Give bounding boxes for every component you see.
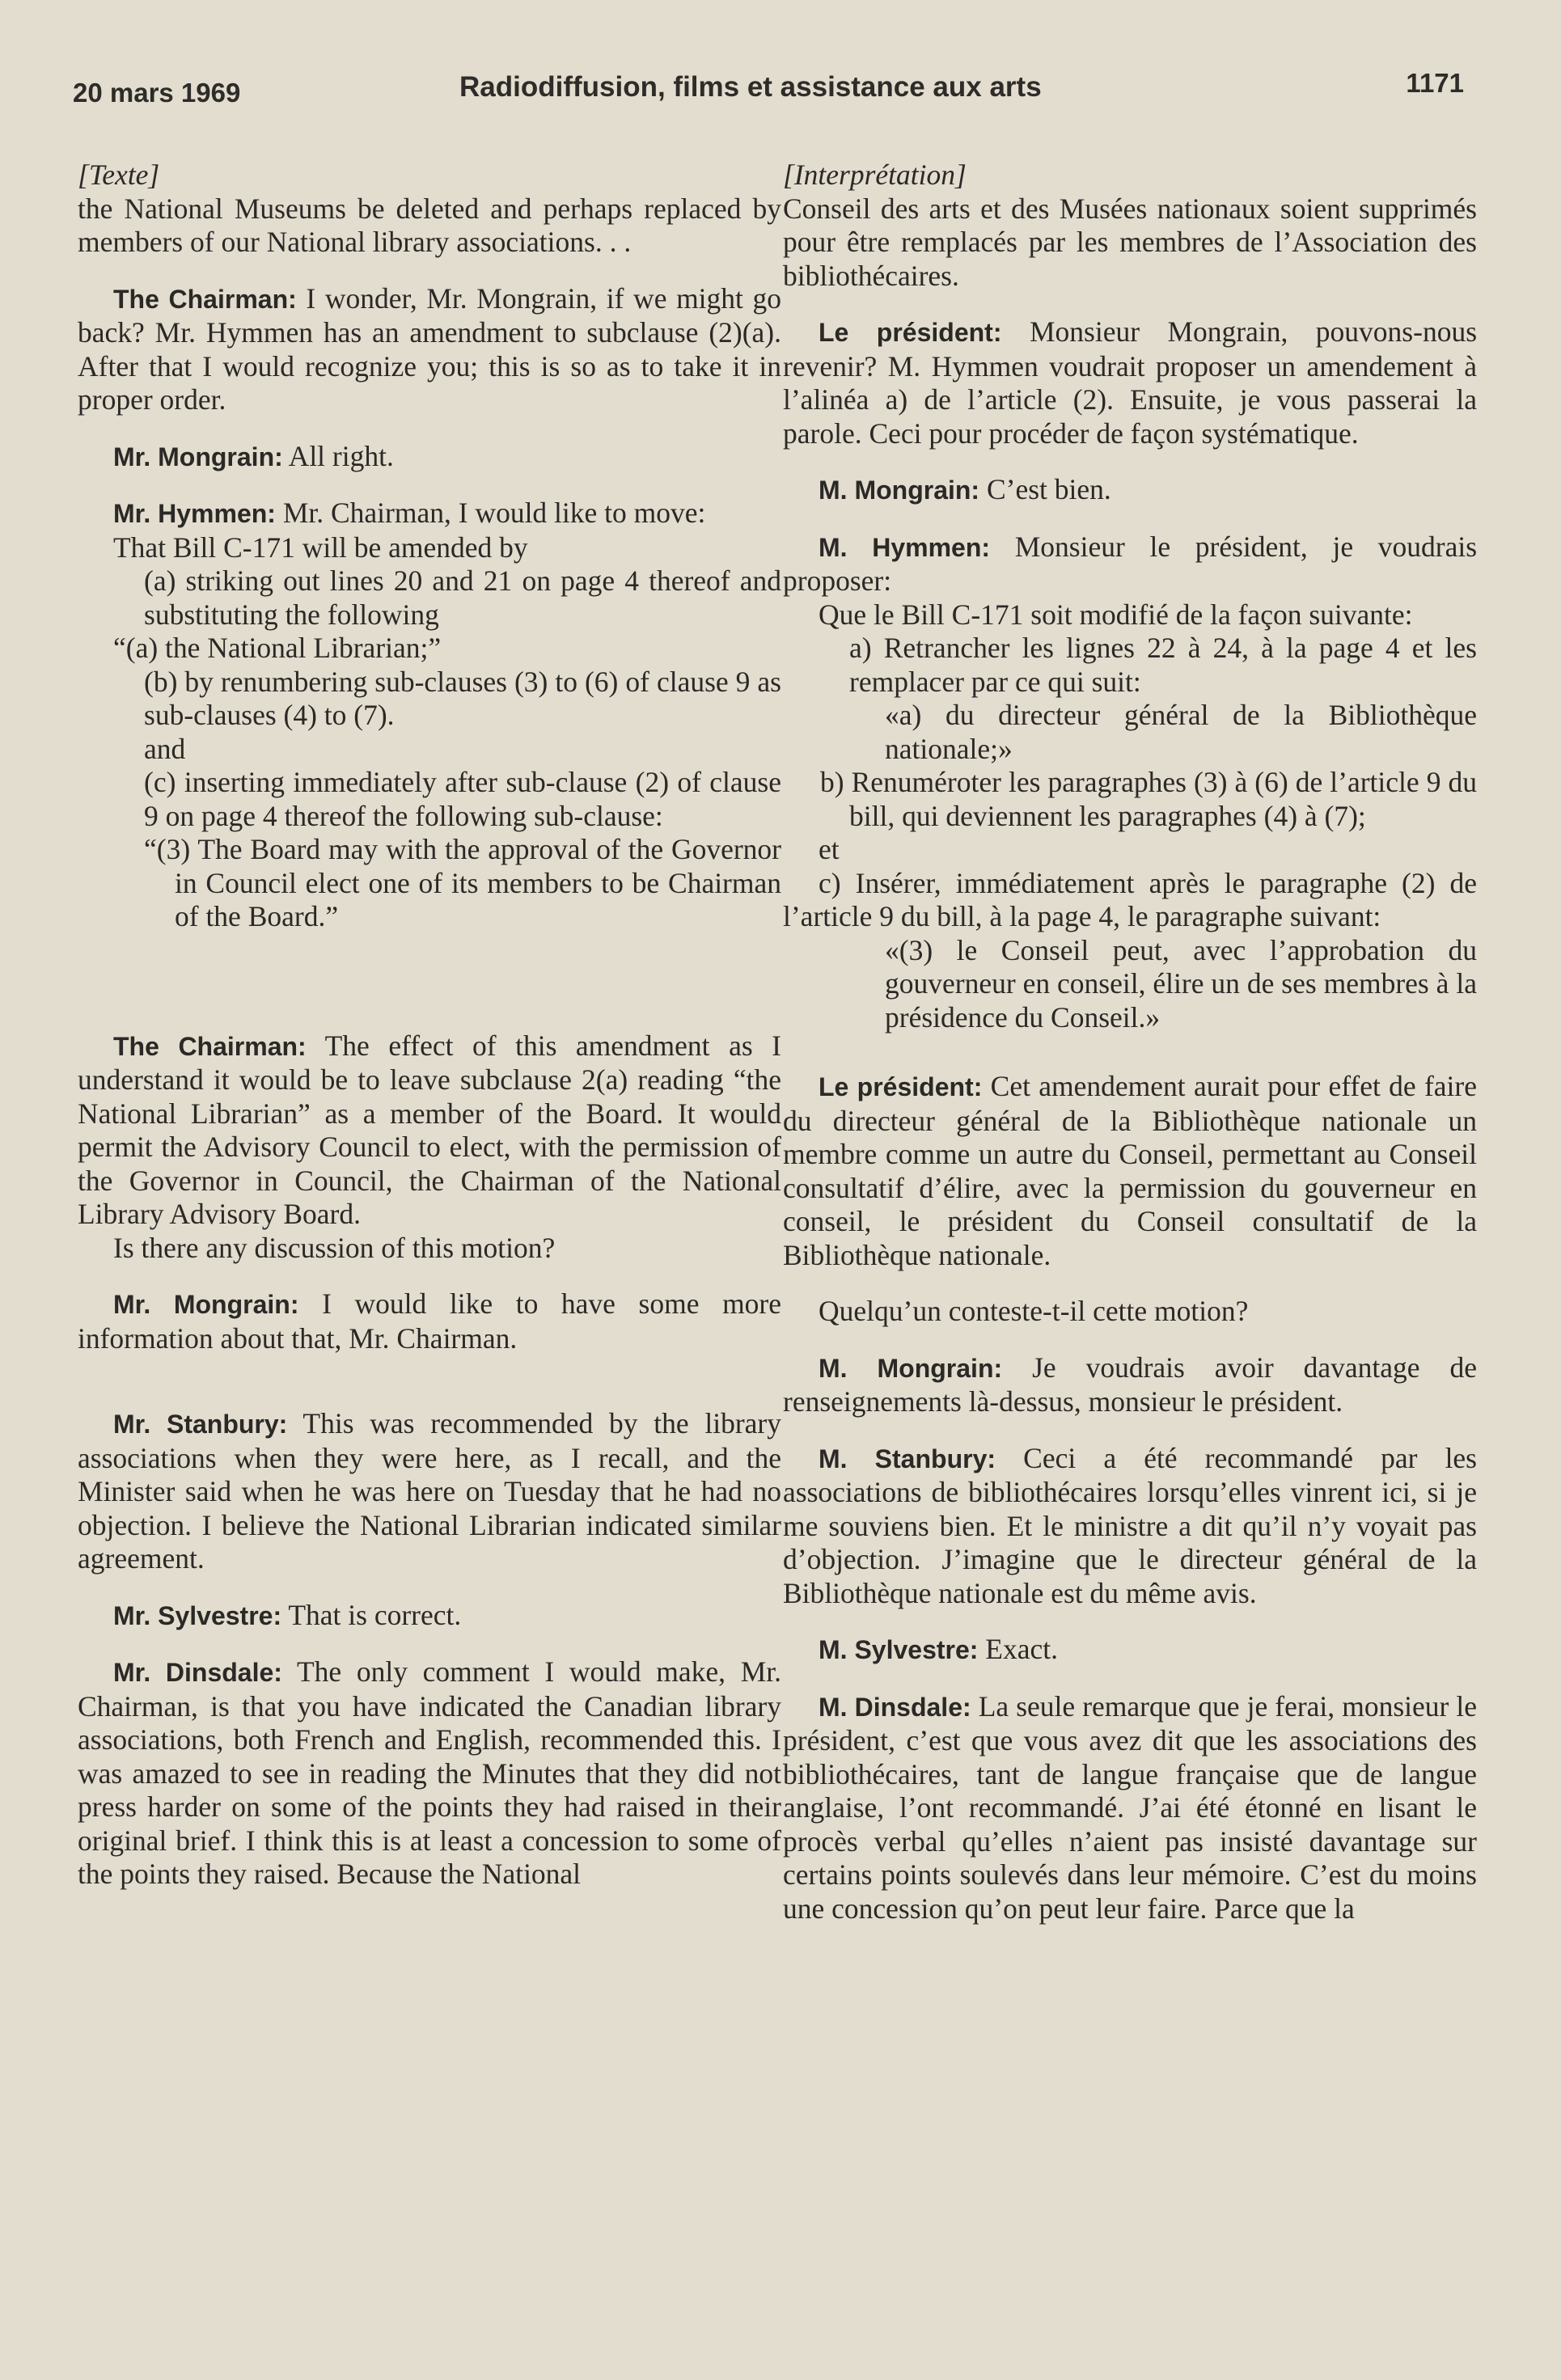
speaker-name: Mr. Mongrain:: [113, 442, 283, 471]
motion-line: c) Insérer, immédiatement après le paragraphe (2) de l’article 9 du bill, à la page 4, le paragraphe suivant:: [783, 866, 1477, 932]
speaker-name: M. Stanbury:: [819, 1444, 996, 1473]
motion-line: b) Renuméroter les paragraphes (3) à (6) de l’article 9 du bill, qui deviennent les paragraphes (4) à (7);: [820, 766, 1477, 832]
motion-line: et: [819, 833, 840, 865]
speech-paragraph: [783, 531, 1477, 598]
speech-text: The effect of this amendment as I understand it would be to leave subclause 2(a) reading “the National Librarian” as a member of the Board. It would permit the Advisory Council to elect, with the permission of the Governor in Council, the Chairman of the National Library Advisory Board.: [78, 1029, 781, 1230]
texte-label: [Texte]: [78, 159, 160, 191]
speaker-name: Le président:: [819, 1072, 983, 1101]
paragraph: Conseil des arts et des Musées nationaux soient supprimés pour être remplacés par les membres de l’Association des bibliothécaires.: [783, 192, 1477, 292]
speech-paragraph: [78, 497, 781, 531]
motion-line: a) Retrancher les lignes 22 à 24, à la page 4 et les remplacer par ce qui suit:: [849, 632, 1477, 698]
speech-text: C’est bien.: [979, 473, 1111, 505]
speaker-name: M. Sylvestre:: [819, 1635, 979, 1664]
speech-paragraph: [78, 440, 781, 475]
speech-text: Exact.: [978, 1633, 1058, 1665]
motion-line: Que le Bill C-171 soit modifié de la façon suivante:: [819, 598, 1413, 631]
speech-text: Mr. Chairman, I would like to move:: [275, 497, 706, 529]
motion-line: That Bill C-171 will be amended by: [113, 531, 528, 564]
speech-text: Je voudrais avoir davantage de renseignements là-dessus, monsieur le président.: [783, 1351, 1477, 1418]
speech-text: All right.: [282, 439, 394, 472]
speaker-name: Mr. Mongrain:: [113, 1290, 299, 1319]
speech-paragraph: [78, 1599, 781, 1634]
english-column: [78, 159, 781, 1892]
speech-text: This was recommended by the library associations when they were here, as I recall, and the Minister said when he was here on Tuesday that he had no objection. I believe the National Librarian indicated similar agreement.: [78, 1407, 781, 1575]
speech-text: I would like to have some more information about that, Mr. Chairman.: [78, 1287, 782, 1355]
speech-paragraph: [78, 1655, 781, 1892]
speech-text: Ceci a été recommandé par les associations de bibliothécaires lorsqu’elles vinrent ici, si je me souviens bien. Et le ministre a dit qu’il n’y voyait pas d’objection. J’imagine que le directeur général de la Bibliothèque nationale est du même avis.: [783, 1441, 1478, 1609]
motion-line: and: [144, 732, 186, 765]
speech-text: That is correct.: [281, 1598, 462, 1631]
speaker-name: The Chairman:: [113, 284, 297, 314]
speech-paragraph: [78, 1029, 781, 1232]
speech-paragraph: [783, 1442, 1477, 1611]
motion-line: (b) by renumbering sub-clauses (3) to (6) of clause 9 as sub-clauses (4) to (7).: [144, 665, 781, 731]
motion-line: (a) striking out lines 20 and 21 on page 4 thereof and substituting the following: [144, 564, 781, 631]
paragraph: Quelqu’un conteste-t-il cette motion?: [819, 1295, 1249, 1327]
speaker-name: Mr. Sylvestre:: [113, 1600, 282, 1630]
speech-paragraph: [783, 1070, 1477, 1272]
speech-paragraph: [783, 473, 1477, 508]
speech-paragraph: [783, 315, 1477, 450]
page-header: [73, 68, 1464, 126]
speech-text: Monsieur le président, je voudrais proposer:: [783, 530, 1478, 597]
speaker-name: Mr. Stanbury:: [113, 1410, 288, 1439]
speaker-name: M. Mongrain:: [819, 476, 980, 505]
speech-paragraph: [78, 1287, 781, 1355]
speech-paragraph: [783, 1351, 1477, 1419]
speaker-name: M. Mongrain:: [819, 1353, 1003, 1383]
speech-text: Cet amendement aurait pour effet de faire du directeur général de la Bibliothèque nationale un membre comme un autre du Conseil, permettant au Conseil consultatif d’élire, avec la permission du gouverneur en conseil, le président du Conseil consultatif de la Bibliothèque nationale.: [783, 1070, 1477, 1271]
motion-line: “(a) the National Librarian;”: [113, 632, 442, 664]
speaker-name: Mr. Hymmen:: [113, 499, 276, 528]
french-column: [783, 159, 1477, 1926]
motion-quote: «(3) le Conseil peut, avec l’approbation du gouverneur en conseil, élire un de ses membres à la présidence du Conseil.»: [885, 933, 1477, 1034]
paragraph: the National Museums be deleted and perhaps replaced by members of our National library associations. . .: [78, 192, 781, 258]
motion-line: (c) inserting immediately after sub-clause (2) of clause 9 on page 4 thereof the following sub-clause:: [144, 766, 781, 832]
speech-paragraph: [78, 1407, 781, 1576]
speech-text: La seule remarque que je ferai, monsieur le président, c’est que vous avez dit que les associations des bibliothécaires, tant de langue française que de langue anglaise, l’ont recommandé. J’ai été étonné en lisant le procès verbal qu’elles n’aient pas insisté davantage sur certains points soulevés dans leur mémoire. C’est du moins une concession qu’on peut leur faire. Parce que la: [783, 1689, 1478, 1925]
speech-text: I wonder, Mr. Mongrain, if we might go back? Mr. Hymmen has an amendment to subclause (2)(a). After that I would recognize you; this is so as to take it in proper order.: [78, 281, 782, 416]
motion-quote: “(3) The Board may with the approval of the Governor in Council elect one of its members to be Chairman of the Board.”: [144, 833, 781, 932]
speech-text: The only comment I would make, Mr. Chairman, is that you have indicated the Canadian library associations, both French and English, recommended this. I was amazed to see in reading the Minutes that they did not press harder on some of the points they had raised in their original brief. I think this is at least a concession to some of the points they raised. Because the National: [78, 1655, 781, 1890]
speech-paragraph: [78, 282, 781, 417]
speech-paragraph: [783, 1690, 1477, 1926]
speaker-name: Mr. Dinsdale:: [113, 1658, 282, 1687]
speaker-name: M. Dinsdale:: [819, 1692, 971, 1722]
paragraph: Is there any discussion of this motion?: [113, 1231, 556, 1264]
header-page-number: 1171: [1406, 68, 1464, 98]
motion-line: «a) du directeur général de la Bibliothèque nationale;»: [885, 699, 1477, 765]
speech-text: Monsieur Mongrain, pouvons-nous revenir? M. Hymmen voudrait proposer un amendement à l’alinéa a) de l’article (2). Ensuite, je vous passerai la parole. Ceci pour procéder de façon systématique.: [783, 315, 1478, 450]
speaker-name: Le président:: [819, 318, 1002, 347]
interpretation-label: [Interprétation]: [783, 159, 967, 191]
header-title: Radiodiffusion, films et assistance aux arts: [459, 71, 1042, 103]
speaker-name: M. Hymmen:: [819, 532, 991, 562]
speech-paragraph: [783, 1633, 1477, 1668]
speaker-name: The Chairman:: [113, 1031, 307, 1061]
header-date: 20 mars 1969: [73, 78, 241, 108]
